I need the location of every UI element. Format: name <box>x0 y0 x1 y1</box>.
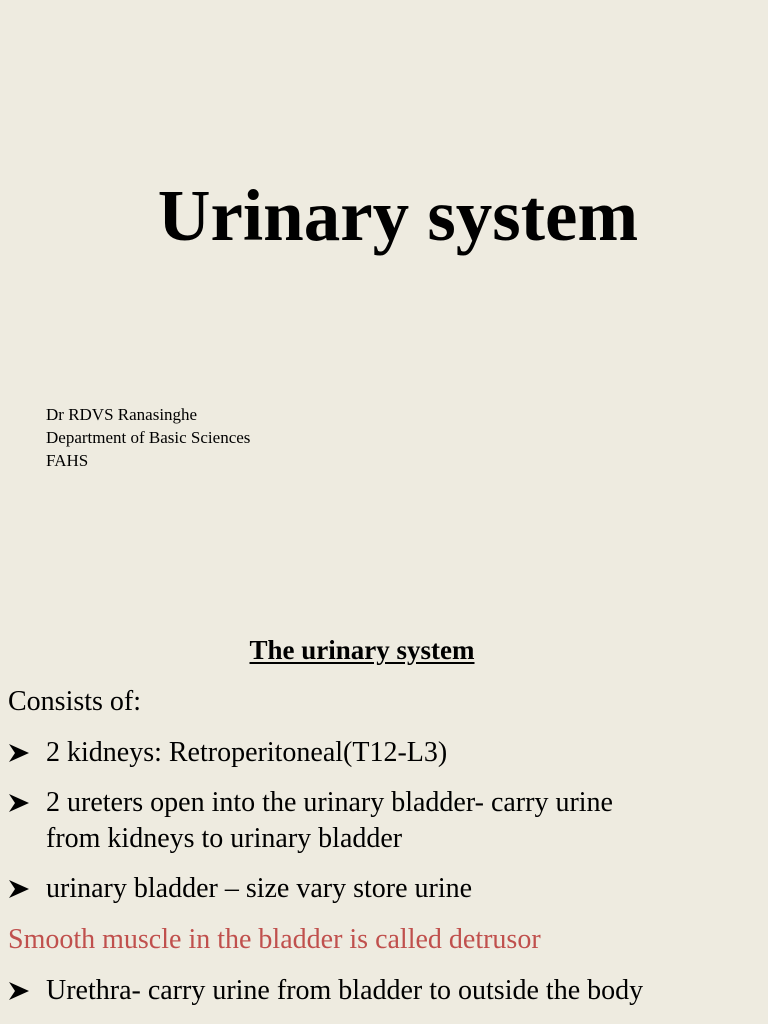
arrow-bullet-icon <box>8 871 36 907</box>
intro-text: Consists of: <box>8 686 142 717</box>
list-item <box>8 973 748 1009</box>
slide-heading: The urinary system <box>249 635 475 665</box>
detrusor-note: Smooth muscle in the bladder is called detrusor <box>8 924 541 955</box>
author-department: Department of Basic Sciences <box>46 428 251 447</box>
list-item <box>8 735 748 771</box>
arrow-bullet-icon <box>8 785 36 821</box>
arrow-bullet-icon <box>8 735 36 771</box>
list-item-text: urinary bladder – size vary store urine <box>46 873 473 904</box>
list-item <box>8 785 748 857</box>
list-item-text: Urethra- carry urine from bladder to outside the body <box>46 975 644 1006</box>
content-slide <box>0 512 768 1024</box>
author-block <box>46 403 250 472</box>
list-item-text: 2 kidneys: Retroperitoneal(T12-L3) <box>46 737 448 768</box>
slide-title: Urinary system <box>157 175 639 256</box>
author-name: Dr RDVS Ranasinghe <box>46 405 198 424</box>
arrow-bullet-icon <box>8 973 36 1009</box>
author-faculty: FAHS <box>46 451 89 470</box>
list-item <box>8 871 748 907</box>
list-item-text: 2 ureters open into the urinary bladder- carry urine from kidneys to urinary bladder <box>46 787 613 854</box>
